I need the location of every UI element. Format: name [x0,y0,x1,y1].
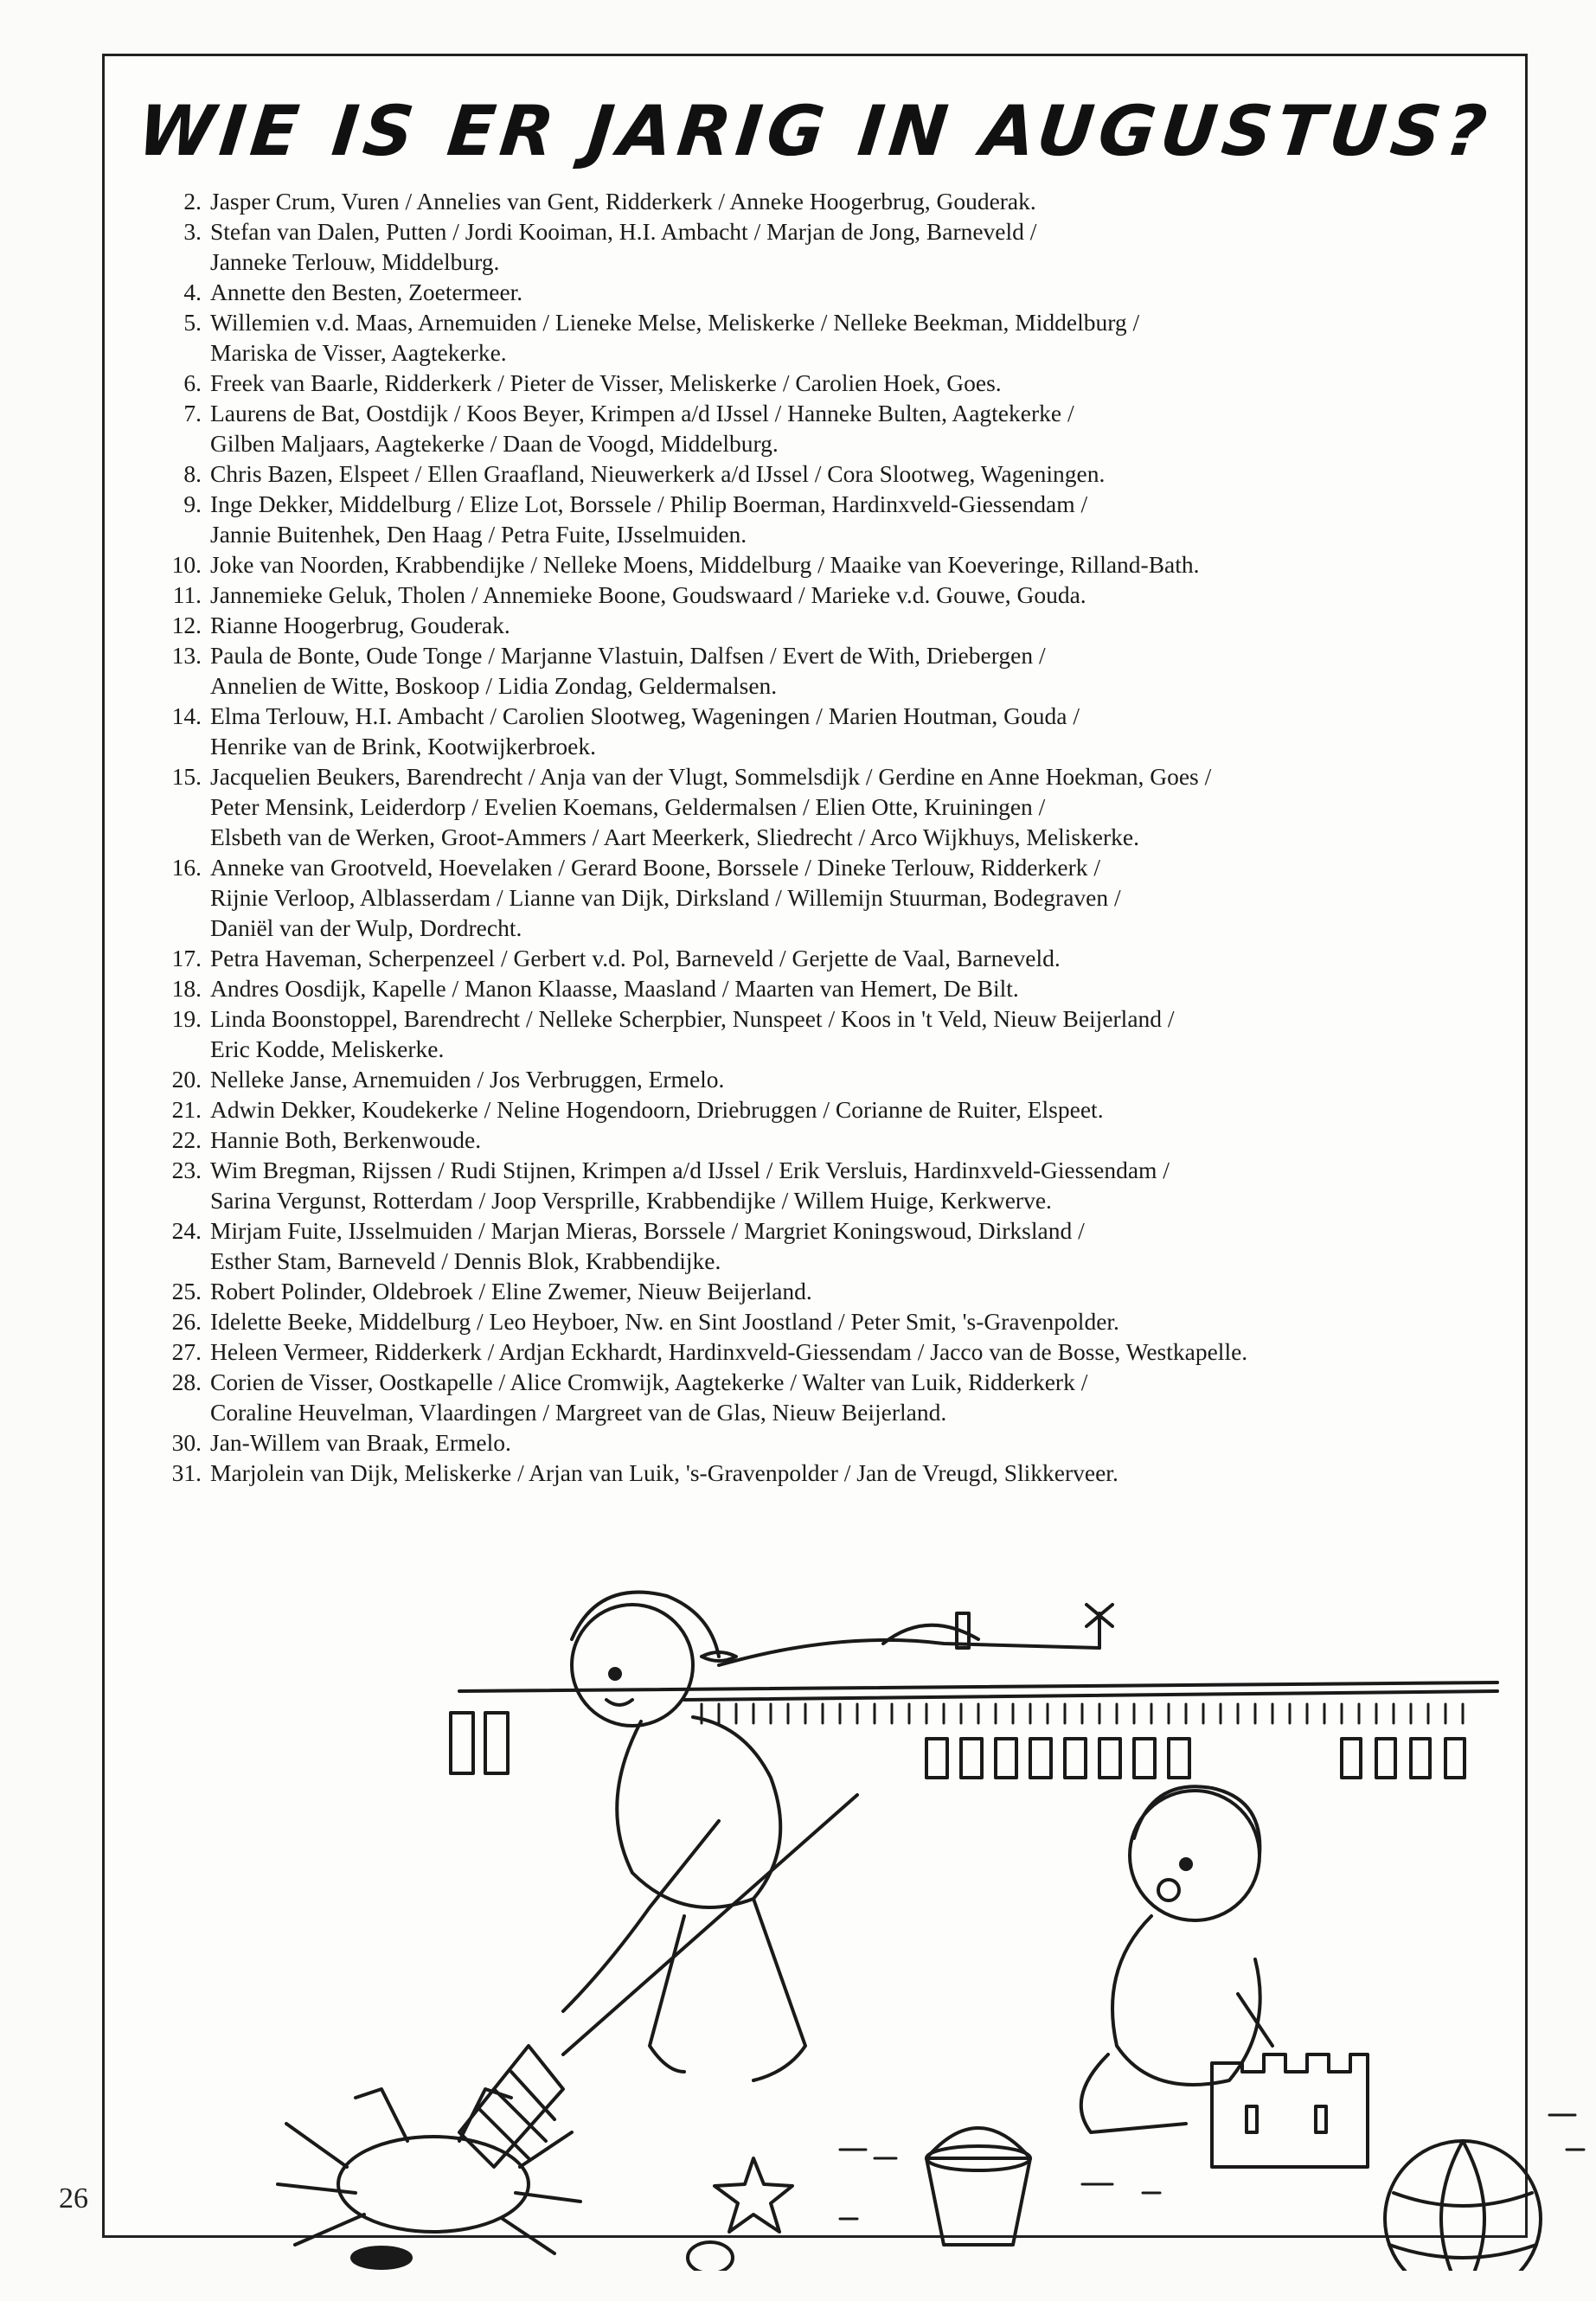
birthday-day: 16. [171,854,202,881]
boulevard-skyline [451,1605,1497,1778]
birthday-day: 9. [183,490,202,517]
crab [278,2089,580,2253]
birthday-line: Jannie Buitenhek, Den Haag / Petra Fuite, IJsselmuiden. [210,521,747,548]
birthday-line: Rianne Hoogerbrug, Gouderak. [210,612,510,638]
birthday-day: 3. [183,218,202,245]
starfish [715,2158,792,2232]
birthday-line: Sarina Vergunst, Rotterdam / Joop Versprille, Krabbendijke / Willem Huige, Kerkwerve. [210,1187,1052,1214]
birthday-names [210,580,1499,610]
birthday-day: 12. [171,612,202,638]
birthday-line: Janneke Terlouw, Middelburg. [210,248,500,275]
birthday-day: 6. [183,369,202,396]
boy-with-sandcastle [1081,1786,1368,2167]
birthday-line: Peter Mensink, Leiderdorp / Evelien Koemans, Geldermalsen / Elien Otte, Kruiningen / [210,793,1046,820]
birthday-entry [139,549,1499,580]
birthday-day: 5. [183,309,202,336]
birthday-day: 14. [171,702,202,729]
birthday-day: 30. [171,1429,202,1456]
birthday-entry [139,1215,1499,1276]
birthday-line: Andres Oosdijk, Kapelle / Manon Klaasse, Maasland / Maarten van Hemert, De Bilt. [210,975,1019,1002]
beach-ball [1385,2141,1541,2271]
birthday-entry [139,1367,1499,1427]
birthday-day: 13. [171,642,202,669]
birthday-line: Esther Stam, Barneveld / Dennis Blok, Krabbendijke. [210,1247,721,1274]
birthday-names [210,1155,1499,1215]
birthday-entry [139,640,1499,701]
girl-with-net [459,1593,857,2167]
birthday-names [210,277,1499,307]
birthday-entry [139,610,1499,640]
birthday-entry [139,277,1499,307]
birthday-line: Henrike van de Brink, Kootwijkerbroek. [210,733,596,760]
birthday-day: 10. [171,551,202,578]
birthday-names [210,368,1499,398]
birthday-line: Corien de Visser, Oostkapelle / Alice Cromwijk, Aagtekerke / Walter van Luik, Ridderkerk / [210,1368,1088,1395]
cockle-shell [688,2242,733,2271]
birthday-day: 23. [171,1157,202,1183]
birthday-line: Stefan van Dalen, Putten / Jordi Kooiman, H.I. Ambacht / Marjan de Jong, Barneveld / [210,218,1037,245]
birthday-names [210,549,1499,580]
birthday-day: 7. [183,400,202,426]
birthday-names [210,1064,1499,1094]
birthday-day: 18. [171,975,202,1002]
beach-illustration [234,1561,1596,2271]
birthday-line: Jasper Crum, Vuren / Annelies van Gent, Ridderkerk / Anneke Hoogerbrug, Gouderak. [210,188,1036,215]
birthday-entry [139,761,1499,852]
birthday-day: 15. [171,763,202,790]
birthday-entry [139,489,1499,549]
birthday-line: Paula de Bonte, Oude Tonge / Marjanne Vlastuin, Dalfsen / Evert de With, Driebergen / [210,642,1046,669]
birthday-line: Idelette Beeke, Middelburg / Leo Heyboer, Nw. en Sint Joostland / Peter Smit, 's-Gravenpolder. [210,1308,1119,1335]
birthday-day: 24. [171,1217,202,1244]
birthday-line: Linda Boonstoppel, Barendrecht / Nelleke Scherpbier, Nunspeet / Koos in 't Veld, Nieuw Beijerland / [210,1005,1175,1032]
birthday-line: Robert Polinder, Oldebroek / Eline Zwemer, Nieuw Beijerland. [210,1278,812,1304]
birthday-line: Marjolein van Dijk, Meliskerke / Arjan van Luik, 's-Gravenpolder / Jan de Vreugd, Slikkerveer. [210,1459,1118,1486]
birthday-line: Jan-Willem van Braak, Ermelo. [210,1429,511,1456]
page-frame [102,54,1528,2238]
page-title: WIE IS ER JARIG IN AUGUSTUS? [134,91,1496,171]
birthday-line: Hannie Both, Berkenwoude. [210,1126,482,1153]
beach-huts [451,1713,1465,1778]
birthday-names [210,1215,1499,1276]
birthday-names [210,640,1499,701]
birthday-day: 2. [183,188,202,215]
birthday-entry [139,943,1499,973]
birthday-day: 20. [171,1066,202,1093]
birthday-day: 19. [171,1005,202,1032]
birthday-names [210,186,1499,216]
birthday-day: 4. [183,279,202,305]
birthday-line: Eric Kodde, Meliskerke. [210,1035,445,1062]
birthday-names [210,852,1499,943]
birthday-entry [139,1125,1499,1155]
birthday-entry [139,186,1499,216]
birthday-entry [139,1458,1499,1488]
birthday-day: 25. [171,1278,202,1304]
birthday-entry [139,1094,1499,1125]
birthday-names [210,398,1499,458]
birthday-names [210,1003,1499,1064]
birthday-entry [139,398,1499,458]
birthday-names [210,1458,1499,1488]
birthday-entry [139,1003,1499,1064]
birthday-entry [139,1336,1499,1367]
birthday-day: 27. [171,1338,202,1365]
birthday-day: 22. [171,1126,202,1153]
birthday-line: Chris Bazen, Elspeet / Ellen Graafland, Nieuwerkerk a/d IJssel / Cora Slootweg, Wageningen. [210,460,1106,487]
birthday-line: Joke van Noorden, Krabbendijke / Nelleke Moens, Middelburg / Maaike van Koeveringe, Rilland-Bath. [210,551,1200,578]
birthday-names [210,1094,1499,1125]
birthday-day: 31. [171,1459,202,1486]
birthday-entry [139,307,1499,368]
birthday-line: Elma Terlouw, H.I. Ambacht / Carolien Slootweg, Wageningen / Marien Houtman, Gouda / [210,702,1080,729]
birthday-line: Elsbeth van de Werken, Groot-Ammers / Aart Meerkerk, Sliedrecht / Arco Wijkhuys, Meliskerke. [210,824,1140,850]
birthday-entry [139,1306,1499,1336]
birthday-entry [139,1155,1499,1215]
birthday-line: Anneke van Grootveld, Hoevelaken / Gerard Boone, Borssele / Dineke Terlouw, Ridderkerk / [210,854,1101,881]
birthday-names [210,489,1499,549]
birthday-line: Laurens de Bat, Oostdijk / Koos Beyer, Krimpen a/d IJssel / Hanneke Bulten, Aagtekerke / [210,400,1074,426]
birthday-line: Daniël van der Wulp, Dordrecht. [210,914,522,941]
birthday-names [210,1125,1499,1155]
birthday-line: Inge Dekker, Middelburg / Elize Lot, Borssele / Philip Boerman, Hardinxveld-Giessendam / [210,490,1088,517]
birthday-names [210,610,1499,640]
birthday-day: 26. [171,1308,202,1335]
birthday-line: Annelien de Witte, Boskoop / Lidia Zondag, Geldermalsen. [210,672,778,699]
birthday-names [210,307,1499,368]
birthday-names [210,1367,1499,1427]
birthday-names [210,1427,1499,1458]
birthday-names [210,458,1499,489]
birthday-names [210,761,1499,852]
birthday-line: Jannemieke Geluk, Tholen / Annemieke Boone, Goudswaard / Marieke v.d. Gouwe, Gouda. [210,581,1086,608]
birthday-line: Gilben Maljaars, Aagtekerke / Daan de Voogd, Middelburg. [210,430,779,457]
birthday-entry [139,852,1499,943]
birthday-names [210,973,1499,1003]
page-number: 26 [59,2182,88,2214]
mussel-shell [352,2247,411,2268]
birthday-line: Wim Bregman, Rijssen / Rudi Stijnen, Krimpen a/d IJssel / Erik Versluis, Hardinxveld-Giessendam / [210,1157,1170,1183]
birthday-entry [139,1427,1499,1458]
birthday-line: Mariska de Visser, Aagtekerke. [210,339,507,366]
birthday-list [139,186,1499,1488]
birthday-entry [139,216,1499,277]
bucket [926,2128,1030,2245]
birthday-line: Adwin Dekker, Koudekerke / Neline Hogendoorn, Driebruggen / Corianne de Ruiter, Elspeet. [210,1096,1104,1123]
birthday-names [210,1276,1499,1306]
birthday-names [210,216,1499,277]
birthday-names [210,1306,1499,1336]
birthday-names [210,701,1499,761]
birthday-line: Willemien v.d. Maas, Arnemuiden / Lieneke Melse, Meliskerke / Nelleke Beekman, Middelburg / [210,309,1140,336]
birthday-day: 28. [171,1368,202,1395]
birthday-entry [139,368,1499,398]
birthday-day: 21. [171,1096,202,1123]
birthday-day: 17. [171,945,202,971]
birthday-entry [139,1064,1499,1094]
birthday-day: 8. [183,460,202,487]
birthday-line: Petra Haveman, Scherpenzeel / Gerbert v.d. Pol, Barneveld / Gerjette de Vaal, Barneveld. [210,945,1061,971]
birthday-line: Coraline Heuvelman, Vlaardingen / Margreet van de Glas, Nieuw Beijerland. [210,1399,947,1426]
birthday-line: Mirjam Fuite, IJsselmuiden / Marjan Mieras, Borssele / Margriet Koningswoud, Dirksland / [210,1217,1085,1244]
birthday-line: Freek van Baarle, Ridderkerk / Pieter de Visser, Meliskerke / Carolien Hoek, Goes. [210,369,1002,396]
birthday-entry [139,701,1499,761]
birthday-entry [139,580,1499,610]
birthday-line: Rijnie Verloop, Alblasserdam / Lianne van Dijk, Dirksland / Willemijn Stuurman, Bodegraven / [210,884,1121,911]
birthday-names [210,943,1499,973]
birthday-line: Jacquelien Beukers, Barendrecht / Anja van der Vlugt, Sommelsdijk / Gerdine en Anne Hoekman, Goes / [210,763,1212,790]
birthday-entry [139,458,1499,489]
birthday-day: 11. [172,581,202,608]
birthday-line: Nelleke Janse, Arnemuiden / Jos Verbruggen, Ermelo. [210,1066,725,1093]
birthday-line: Heleen Vermeer, Ridderkerk / Ardjan Eckhardt, Hardinxveld-Giessendam / Jacco van de Bosse, Westkapelle. [210,1338,1248,1365]
birthday-entry [139,973,1499,1003]
birthday-names [210,1336,1499,1367]
birthday-entry [139,1276,1499,1306]
birthday-line: Annette den Besten, Zoetermeer. [210,279,523,305]
